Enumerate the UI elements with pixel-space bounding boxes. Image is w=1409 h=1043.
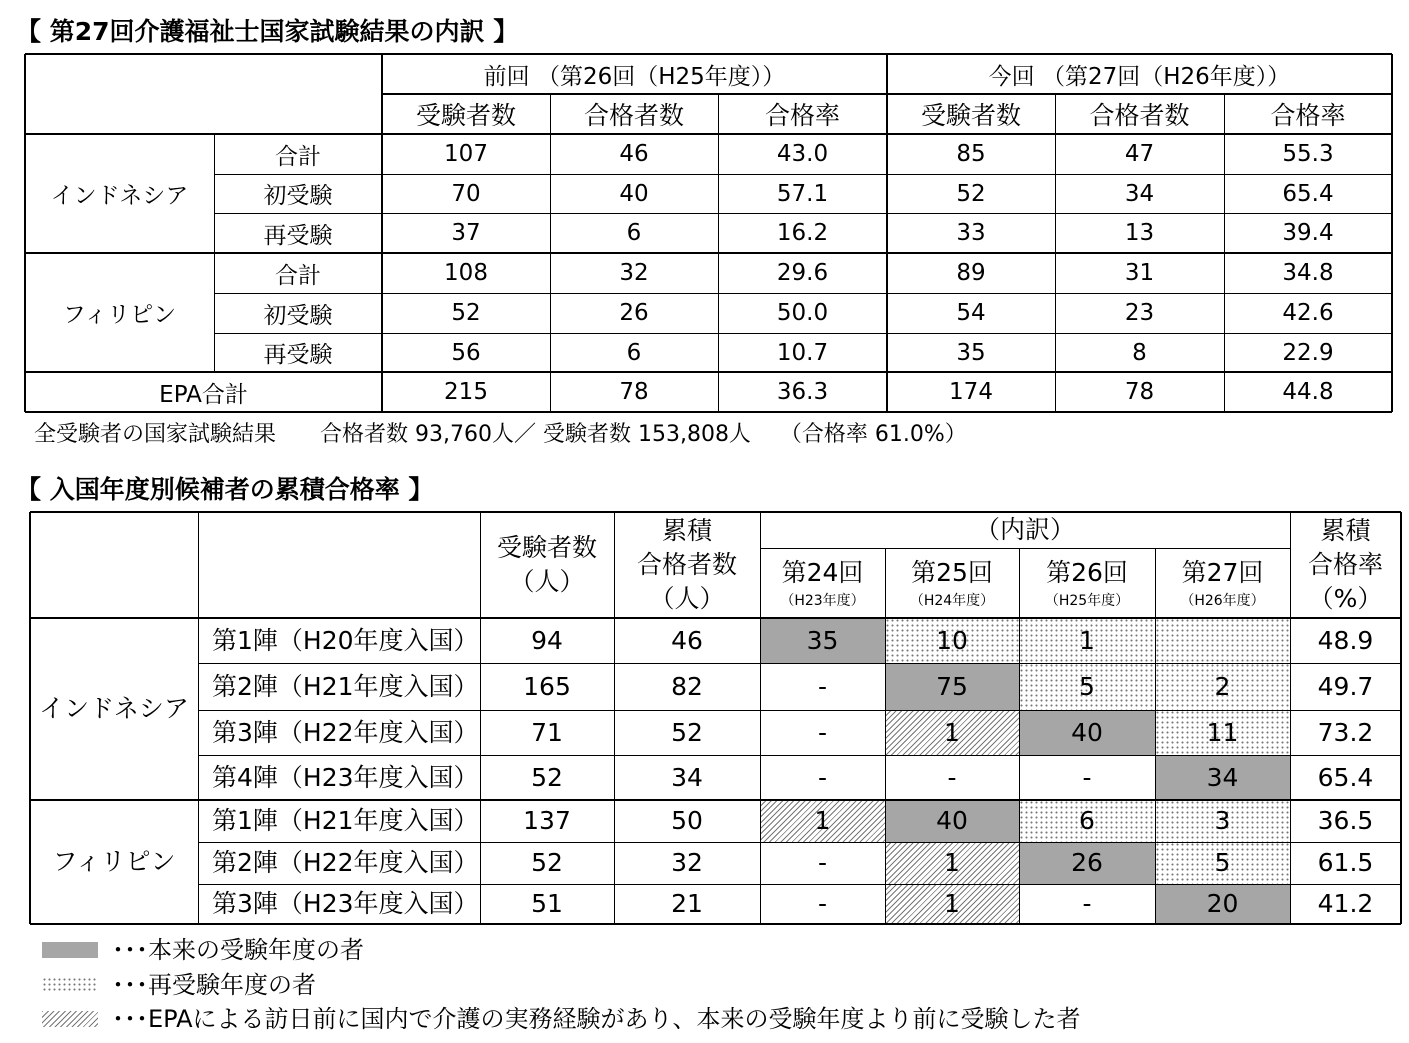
table-cell: 13 xyxy=(1124,220,1155,246)
grid-line xyxy=(1019,548,1020,924)
table-cell: 52 xyxy=(956,180,986,207)
cumulative-passers-cell: 32 xyxy=(671,848,703,877)
row-label: 初受験 xyxy=(263,302,333,329)
breakdown-cell: 1 xyxy=(885,842,1019,884)
header-text: （%） xyxy=(1308,584,1383,613)
examinees-cell: 137 xyxy=(523,806,571,835)
table-cell: 29.6 xyxy=(776,260,829,286)
header-breakdown: （内訳） xyxy=(974,515,1075,544)
grid-line xyxy=(1400,512,1402,924)
table-cell: 70 xyxy=(451,180,481,207)
table-cell: 57.1 xyxy=(776,180,829,207)
epa-total-cell: 174 xyxy=(949,379,993,405)
table-cell: 6 xyxy=(626,220,642,246)
cumulative-rate-cell: 49.7 xyxy=(1317,671,1374,701)
cohort-label: 第4陣（H23年度入国） xyxy=(212,762,479,792)
section2-title: 【 入国年度別候補者の累積合格率 】 xyxy=(16,475,434,504)
breakdown-cell: 5 xyxy=(1155,842,1290,884)
grid-line xyxy=(198,663,1401,664)
round-label: 第24回 xyxy=(781,558,864,587)
breakdown-cell: 20 xyxy=(1155,884,1290,924)
legend-text: ･･･本来の受験年度の者 xyxy=(112,936,364,964)
breakdown-cell: 1 xyxy=(885,884,1019,924)
legend-text: ･･･EPAによる訪日前に国内で介護の実務経験があり、本来の受験年度より前に受験した者 xyxy=(112,1005,1081,1033)
breakdown-cell: 1 xyxy=(760,800,885,842)
header-text: （人） xyxy=(649,584,725,613)
cohort-label: 第2陣（H21年度入国） xyxy=(212,671,479,701)
table-cell: 37 xyxy=(451,220,481,246)
cumulative-passers-cell: 34 xyxy=(671,762,703,792)
cumulative-passers-cell: 46 xyxy=(671,625,703,655)
grid-line xyxy=(1290,512,1291,924)
table-cell: 32 xyxy=(619,260,649,286)
examinees-cell: 94 xyxy=(531,625,563,655)
epa-total-cell: 78 xyxy=(1124,379,1155,405)
table-cell: 31 xyxy=(1124,260,1155,286)
round-year: （H25年度） xyxy=(1044,593,1130,609)
breakdown-cell: 26 xyxy=(1019,842,1155,884)
round-year: （H26年度） xyxy=(1180,593,1265,609)
cumulative-passers-cell: 82 xyxy=(671,671,703,701)
cumulative-passers-cell: 52 xyxy=(671,717,703,747)
table-cell: 39.4 xyxy=(1282,220,1334,246)
table-cell: 56 xyxy=(451,339,481,366)
table-cell: 23 xyxy=(1124,300,1155,326)
examinees-cell: 52 xyxy=(531,762,563,792)
examinees-cell: 165 xyxy=(523,671,571,701)
epa-total-cell: 215 xyxy=(444,379,488,405)
table-cell: 65.4 xyxy=(1282,180,1334,207)
table-cell: 33 xyxy=(956,220,986,246)
table-cell: 40 xyxy=(619,180,649,207)
cumulative-passers-cell: 50 xyxy=(671,806,703,835)
table-cell: 108 xyxy=(444,260,488,286)
breakdown-cell: 11 xyxy=(1155,710,1290,755)
breakdown-cell: - xyxy=(817,717,828,747)
table-cell: 47 xyxy=(1124,141,1155,167)
round-label: 第26回 xyxy=(1046,558,1128,587)
header-text: 合格率 xyxy=(1307,550,1383,579)
grid-line xyxy=(198,618,199,924)
breakdown-cell: 2 xyxy=(1155,663,1290,710)
cumulative-rate-cell: 41.2 xyxy=(1317,889,1374,918)
header-current-exam: 今回 （第27回（H26年度）） xyxy=(988,63,1291,90)
header-text: 合格者数 xyxy=(636,550,737,579)
header-round xyxy=(1155,548,1290,618)
row-label: 初受験 xyxy=(263,183,333,209)
grid-line xyxy=(30,923,1401,925)
header-round xyxy=(885,548,1019,618)
breakdown-cell: 3 xyxy=(1155,800,1290,842)
epa-total-label: EPA合計 xyxy=(159,381,248,408)
examinees-cell: 52 xyxy=(531,848,563,877)
table-cell: 46 xyxy=(619,141,649,167)
epa-total-cell: 36.3 xyxy=(776,379,829,405)
table-cell: 35 xyxy=(956,339,986,366)
header-text: 累積 xyxy=(1320,516,1371,545)
breakdown-cell: 35 xyxy=(760,618,885,663)
table-cell: 16.2 xyxy=(776,220,829,246)
grid-line xyxy=(29,512,31,924)
epa-total-cell: 78 xyxy=(619,379,649,405)
grid-line xyxy=(1155,548,1156,924)
grid-line xyxy=(614,512,615,924)
column-header: 合格率 xyxy=(1270,101,1346,130)
breakdown-cell: 1 xyxy=(885,710,1019,755)
header-text: （人） xyxy=(509,567,585,596)
legend-swatch-solid xyxy=(42,942,98,958)
round-year: （H23年度） xyxy=(780,593,865,609)
grid-line xyxy=(885,548,886,924)
table-cell: 107 xyxy=(444,141,488,167)
table-cell: 10.7 xyxy=(776,339,829,366)
table-cell: 43.0 xyxy=(776,141,829,167)
column-header: 合格率 xyxy=(764,101,840,130)
cohort-label: 第2陣（H22年度入国） xyxy=(212,848,479,877)
table-cell: 34.8 xyxy=(1282,260,1334,286)
header-examinees xyxy=(480,512,614,618)
header-cumulative-rate xyxy=(1290,512,1401,618)
cohort-label: 第1陣（H20年度入国） xyxy=(212,625,479,655)
column-header: 合格者数 xyxy=(1089,101,1190,130)
round-label: 第27回 xyxy=(1181,558,1264,587)
row-label: 再受験 xyxy=(263,222,333,249)
breakdown-cell: - xyxy=(817,889,828,918)
table-cell: 89 xyxy=(956,260,986,286)
breakdown-cell: 40 xyxy=(1019,710,1155,755)
row-label: 合計 xyxy=(275,262,321,289)
grid-line xyxy=(198,710,1401,711)
breakdown-cell xyxy=(1155,618,1290,663)
header-text: 累積 xyxy=(661,516,712,545)
breakdown-cell: 34 xyxy=(1155,755,1290,800)
breakdown-cell: 75 xyxy=(885,663,1019,710)
cumulative-rate-cell: 36.5 xyxy=(1317,806,1374,835)
row-label: 合計 xyxy=(275,143,321,170)
table-cell: 26 xyxy=(619,300,649,326)
examinees-cell: 51 xyxy=(531,889,563,918)
grid-line xyxy=(198,512,199,618)
row-label: 再受験 xyxy=(263,342,333,368)
legend-swatch-dots xyxy=(42,977,98,993)
grid-line xyxy=(30,617,1401,619)
country-label: インドネシア xyxy=(50,183,189,209)
table-cell: 6 xyxy=(626,339,642,366)
table-cell: 55.3 xyxy=(1282,141,1334,167)
table-cell: 54 xyxy=(956,300,986,326)
breakdown-cell: - xyxy=(947,762,957,792)
table-cell: 42.6 xyxy=(1282,300,1334,326)
header-previous-exam: 前回 （第26回（H25年度）） xyxy=(483,63,786,90)
legend-swatch-hatch xyxy=(42,1011,98,1027)
country-label: フィリピン xyxy=(62,302,177,328)
grid-line xyxy=(198,842,1401,843)
column-header: 受験者数 xyxy=(415,101,516,130)
column-header: 受験者数 xyxy=(920,101,1021,130)
cumulative-rate-cell: 61.5 xyxy=(1317,848,1374,877)
breakdown-cell: - xyxy=(1082,762,1092,792)
breakdown-cell: 10 xyxy=(885,618,1019,663)
breakdown-cell: 40 xyxy=(885,800,1019,842)
breakdown-cell: - xyxy=(1082,889,1092,918)
table-cell: 34 xyxy=(1124,180,1155,207)
header-text: 受験者数 xyxy=(496,533,597,562)
cumulative-rate-cell: 73.2 xyxy=(1317,717,1374,747)
grid-line xyxy=(30,511,1401,513)
table-cell: 8 xyxy=(1132,339,1147,366)
breakdown-cell: - xyxy=(817,762,828,792)
section1-title: 【 第27回介護福祉士国家試験結果の内訳 】 xyxy=(16,17,519,46)
round-year: （H24年度） xyxy=(909,593,995,609)
header-round xyxy=(1019,548,1155,618)
cumulative-rate-cell: 48.9 xyxy=(1317,625,1374,655)
grid-line xyxy=(480,512,481,924)
header-cumulative-passers xyxy=(614,512,760,618)
breakdown-cell: - xyxy=(817,671,828,701)
overall-results-summary: 全受験者の国家試験結果 合格者数 93,760人／ 受験者数 153,808人 （合格率 61.0%） xyxy=(34,422,967,447)
grid-line xyxy=(198,884,1401,885)
grid-line xyxy=(760,512,761,924)
country-label: フィリピン xyxy=(52,847,176,876)
cumulative-passers-cell: 21 xyxy=(671,889,703,918)
round-label: 第25回 xyxy=(911,558,993,587)
epa-total-cell: 44.8 xyxy=(1282,379,1334,405)
table-cell: 52 xyxy=(451,300,481,326)
grid-line xyxy=(198,755,1401,756)
column-header: 合格者数 xyxy=(583,101,684,130)
cohort-label: 第3陣（H22年度入国） xyxy=(212,717,479,747)
grid-line xyxy=(760,548,1290,549)
table-cell: 50.0 xyxy=(776,300,829,326)
breakdown-cell: 5 xyxy=(1019,663,1155,710)
breakdown-cell: - xyxy=(817,848,828,877)
cumulative-rate-cell: 65.4 xyxy=(1317,762,1374,792)
table-cell: 85 xyxy=(956,141,986,167)
table-cell: 22.9 xyxy=(1282,339,1334,366)
grid-line xyxy=(30,799,1401,801)
cohort-label: 第3陣（H23年度入国） xyxy=(212,889,479,918)
breakdown-cell: 6 xyxy=(1019,800,1155,842)
country-label: インドネシア xyxy=(39,694,189,723)
cohort-label: 第1陣（H21年度入国） xyxy=(212,806,479,835)
examinees-cell: 71 xyxy=(531,717,563,747)
header-round xyxy=(760,548,885,618)
legend-text: ･･･再受験年度の者 xyxy=(112,971,316,999)
breakdown-cell: 1 xyxy=(1019,618,1155,663)
